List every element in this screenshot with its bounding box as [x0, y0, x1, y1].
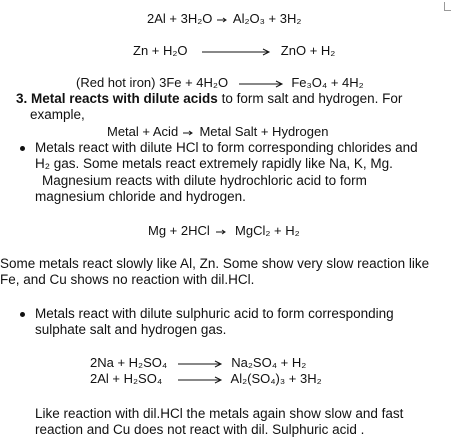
equation-iron-steam: [76, 75, 364, 90]
equation-right: Metal Salt + Hydrogen: [199, 124, 329, 139]
equation-right: MgCl₂ + H₂: [235, 223, 300, 238]
bullet-icon: [20, 312, 25, 317]
equation-left: (Red hot iron) 3Fe + 4H₂O: [76, 75, 229, 90]
equation-right: Fe₃O₄ + 4H₂: [291, 75, 364, 90]
closing-line1: Like reaction with dil.HCl the metals again show slow and fast: [35, 406, 404, 421]
equation-left: Metal + Acid: [107, 124, 179, 139]
closing-line2: reaction and Cu does not react with dil. Sulphuric acid .: [35, 422, 365, 437]
equation-left: 2Al + H₂SO₄: [90, 371, 163, 386]
section-heading: [16, 91, 402, 106]
bullet1-line2: H₂ gas. Some metals react extremely rapidly like Na, K, Mg.: [35, 156, 393, 171]
bullet2-line1: Metals react with dilute sulphuric acid to form corresponding: [35, 306, 394, 321]
long-arrow-icon: [201, 48, 271, 56]
equation-left: Zn + H₂O: [133, 43, 188, 58]
general-equation: [107, 124, 328, 139]
paragraph-slow-line2: Fe, and Cu shows no reaction with dil.HCl.: [0, 272, 255, 287]
long-arrow-icon: [238, 80, 284, 88]
long-arrow-icon: [177, 376, 223, 384]
bullet2-line2: sulphate salt and hydrogen gas.: [35, 322, 227, 337]
bullet1-line3: Magnesium reacts with dilute hydrochloric acid to form: [42, 173, 367, 188]
corner-mark: [444, 2, 451, 11]
short-arrow-icon: [216, 16, 230, 24]
equation-al-water: [147, 11, 301, 26]
equation-right: Al₂O₃ + 3H₂: [232, 11, 302, 26]
equation-right: Al₂(SO₄)₃ + 3H₂: [230, 371, 322, 386]
sulphuric-equation-na: [90, 355, 306, 370]
long-arrow-icon: [177, 360, 223, 368]
equation-zn-water: [133, 43, 335, 58]
equation-right: Na₂SO₄ + H₂: [231, 355, 307, 370]
short-arrow-icon: [215, 228, 229, 236]
bullet1-line4: magnesium chloride and hydrogen.: [35, 189, 246, 204]
section-heading-line2: example,: [30, 107, 85, 122]
mg-equation: [148, 223, 300, 238]
equation-left: Mg + 2HCl: [148, 223, 210, 238]
paragraph-slow-line1: Some metals react slowly like Al, Zn. Some show very slow reaction like: [0, 256, 430, 271]
section-heading-rest: to form salt and hydrogen. For: [217, 91, 403, 106]
bullet1-line1: Metals react with dilute HCl to form corresponding chlorides and: [35, 140, 418, 155]
sulphuric-equation-al: [90, 371, 322, 386]
equation-right: ZnO + H₂: [280, 43, 336, 58]
section-heading-bold: 3. Metal reacts with dilute acids: [16, 91, 218, 106]
equation-left: 2Al + 3H₂O: [147, 11, 213, 26]
bullet-icon: [20, 146, 25, 151]
short-arrow-icon: [182, 129, 196, 137]
equation-left: 2Na + H₂SO₄: [90, 355, 168, 370]
